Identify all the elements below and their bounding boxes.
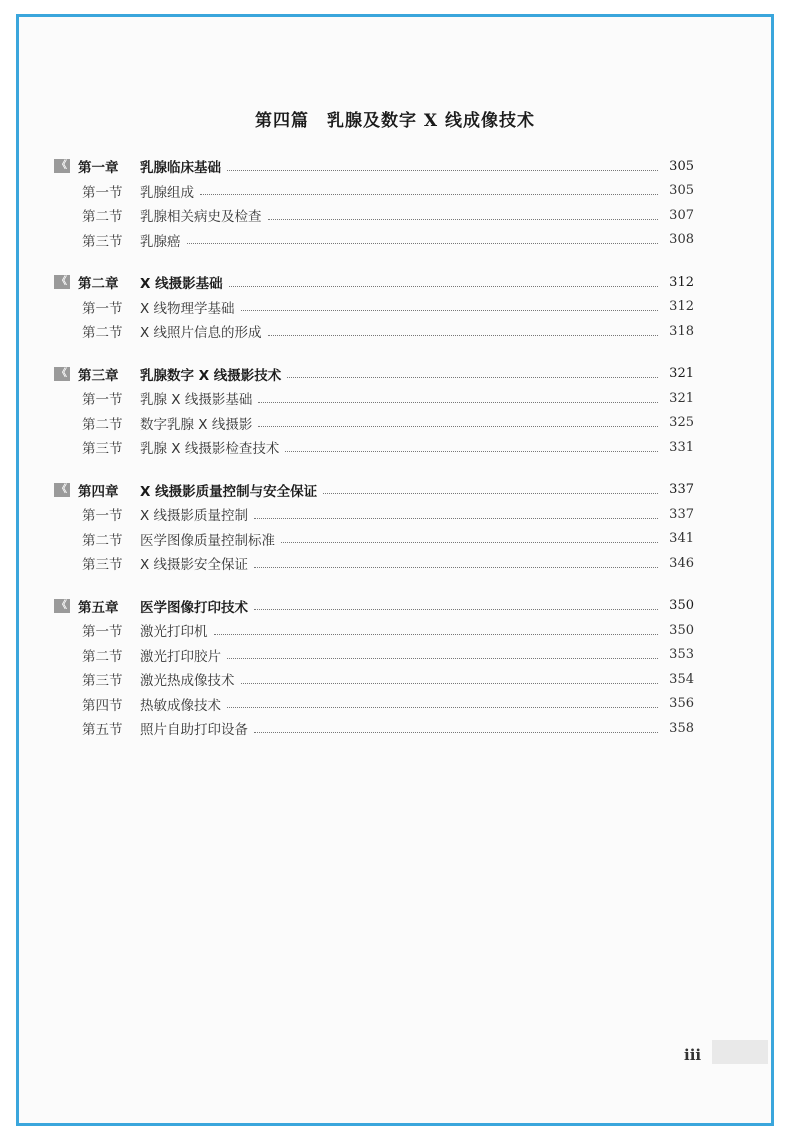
- dot-leader: [187, 243, 659, 244]
- section-label: 第三节: [82, 233, 123, 250]
- chapter-block: [54, 270, 694, 344]
- section-title: X 线摄影安全保证: [140, 557, 249, 574]
- chapter-title: X 线摄影基础: [140, 276, 223, 293]
- toc-section-row[interactable]: [54, 551, 694, 576]
- chapter-page-number: 305: [669, 158, 694, 174]
- section-label: 第二节: [82, 532, 123, 549]
- toc-chapter-row[interactable]: [54, 362, 694, 387]
- section-title: 热敏成像技术: [140, 697, 221, 714]
- dot-leader: [254, 518, 658, 519]
- chapter-block: [54, 362, 694, 460]
- section-title: 医学图像质量控制标准: [140, 532, 275, 549]
- section-page-number: 353: [669, 647, 694, 663]
- section-label: 第二节: [82, 325, 123, 342]
- section-label: 第二节: [82, 416, 123, 433]
- section-page-number: 312: [669, 299, 694, 315]
- section-title: 照片自助打印设备: [140, 722, 248, 739]
- dot-leader: [258, 426, 658, 427]
- dot-leader: [285, 451, 658, 452]
- dot-leader: [254, 609, 658, 610]
- dot-leader: [281, 542, 658, 543]
- section-page-number: 318: [669, 323, 694, 339]
- toc-section-row[interactable]: [54, 295, 694, 320]
- section-page-number: 305: [669, 183, 694, 199]
- section-label: 第一节: [82, 184, 123, 201]
- section-page-number: 356: [669, 696, 694, 712]
- section-page-number: 346: [669, 555, 694, 571]
- toc-section-row[interactable]: [54, 716, 694, 741]
- chapter-label: 第一章: [78, 160, 119, 177]
- toc-chapter-row[interactable]: [54, 594, 694, 619]
- dot-leader: [258, 402, 658, 403]
- toc-section-row[interactable]: [54, 502, 694, 527]
- toc-section-row[interactable]: [54, 319, 694, 344]
- dot-leader: [227, 707, 658, 708]
- chapter-block: [54, 478, 694, 576]
- section-label: 第三节: [82, 441, 123, 458]
- toc-chapter-row[interactable]: [54, 154, 694, 179]
- section-page-number: 354: [669, 671, 694, 687]
- section-label: 第二节: [82, 648, 123, 665]
- chapter-page-number: 350: [669, 598, 694, 614]
- section-label: 第四节: [82, 697, 123, 714]
- chapter-page-number: 321: [669, 366, 694, 382]
- chapter-page-number: 312: [669, 274, 694, 290]
- chapter-block: [54, 154, 694, 252]
- chapter-marker: [54, 483, 78, 497]
- section-title: 乳腺 X 线摄影检查技术: [140, 441, 280, 458]
- section-title: 激光打印机: [140, 624, 208, 641]
- dot-leader: [268, 219, 659, 220]
- section-label: 第三节: [82, 673, 123, 690]
- toc-section-row[interactable]: [54, 527, 694, 552]
- section-title: 乳腺 X 线摄影基础: [140, 392, 253, 409]
- dot-leader: [200, 194, 658, 195]
- chapter-title: X 线摄影质量控制与安全保证: [140, 483, 318, 500]
- dot-leader: [254, 567, 658, 568]
- double-chevron-icon: 《: [54, 599, 70, 613]
- toc-section-row[interactable]: [54, 203, 694, 228]
- section-title: 数字乳腺 X 线摄影: [140, 416, 253, 433]
- chapter-marker: [54, 159, 78, 173]
- folio-band: [712, 1040, 768, 1064]
- section-page-number: 350: [669, 622, 694, 638]
- section-label: 第一节: [82, 624, 123, 641]
- chapter-title: 医学图像打印技术: [140, 599, 248, 616]
- dot-leader: [287, 377, 658, 378]
- section-label: 第二节: [82, 209, 123, 226]
- toc-section-row[interactable]: [54, 692, 694, 717]
- section-title: 乳腺癌: [140, 233, 181, 250]
- chapter-marker: [54, 599, 78, 613]
- section-title: X 线物理学基础: [140, 300, 235, 317]
- dot-leader: [241, 683, 659, 684]
- dot-leader: [241, 310, 658, 311]
- double-chevron-icon: 《: [54, 275, 70, 289]
- section-page-number: 358: [669, 720, 694, 736]
- double-chevron-icon: 《: [54, 367, 70, 381]
- chapter-label: 第二章: [78, 276, 119, 293]
- toc-chapter-row[interactable]: [54, 478, 694, 503]
- section-title: X 线摄影质量控制: [140, 508, 249, 525]
- chapter-marker: [54, 275, 78, 289]
- double-chevron-icon: 《: [54, 159, 70, 173]
- section-page-number: 321: [669, 390, 694, 406]
- chapter-label: 第五章: [78, 599, 119, 616]
- toc-section-row[interactable]: [54, 618, 694, 643]
- dot-leader: [214, 634, 659, 635]
- section-page-number: 331: [669, 439, 694, 455]
- section-title: 激光打印胶片: [140, 648, 221, 665]
- section-label: 第一节: [82, 300, 123, 317]
- chapter-page-number: 337: [669, 482, 694, 498]
- section-label: 第一节: [82, 508, 123, 525]
- toc-chapter-row[interactable]: [54, 270, 694, 295]
- double-chevron-icon: 《: [54, 483, 70, 497]
- chapter-label: 第四章: [78, 483, 119, 500]
- dot-leader: [227, 170, 658, 171]
- dot-leader: [268, 335, 658, 336]
- section-title: 乳腺相关病史及检查: [140, 209, 262, 226]
- section-page-number: 308: [669, 232, 694, 248]
- dot-leader: [323, 493, 658, 494]
- toc-section-row[interactable]: [54, 643, 694, 668]
- chapter-marker: [54, 367, 78, 381]
- toc-section-row[interactable]: [54, 411, 694, 436]
- section-page-number: 341: [669, 531, 694, 547]
- toc-section-row[interactable]: [54, 435, 694, 460]
- page-folio: iii: [684, 1046, 702, 1064]
- section-title: 乳腺组成: [140, 184, 194, 201]
- toc-section-row[interactable]: [54, 179, 694, 204]
- section-label: 第三节: [82, 557, 123, 574]
- dot-leader: [229, 286, 658, 287]
- section-page-number: 337: [669, 506, 694, 522]
- section-title: 激光热成像技术: [140, 673, 235, 690]
- chapter-title: 乳腺临床基础: [140, 160, 221, 177]
- section-title: X 线照片信息的形成: [140, 325, 262, 342]
- dot-leader: [227, 658, 658, 659]
- toc-section-row[interactable]: [54, 386, 694, 411]
- toc-section-row[interactable]: [54, 667, 694, 692]
- chapter-label: 第三章: [78, 367, 119, 384]
- toc-section-row[interactable]: [54, 228, 694, 253]
- section-page-number: 325: [669, 415, 694, 431]
- chapter-block: [54, 594, 694, 741]
- chapter-title: 乳腺数字 X 线摄影技术: [140, 367, 282, 384]
- table-of-contents: [54, 154, 694, 759]
- part-title: 第四篇 乳腺及数字 X 线成像技术: [254, 111, 536, 131]
- section-label: 第五节: [82, 722, 123, 739]
- section-label: 第一节: [82, 392, 123, 409]
- section-page-number: 307: [669, 207, 694, 223]
- dot-leader: [254, 732, 658, 733]
